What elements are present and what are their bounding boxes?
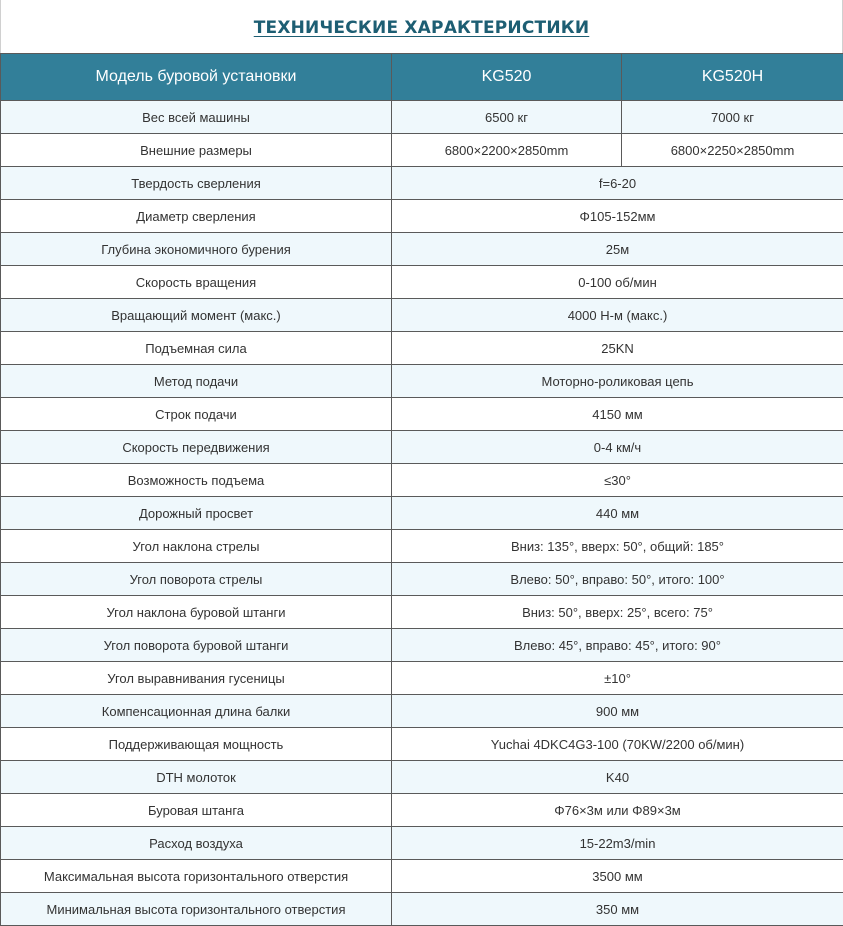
table-row (1, 860, 843, 893)
spec-value: Вниз: 50°, вверх: 25°, всего: 75° (392, 596, 843, 629)
spec-label: Вес всей машины (1, 101, 392, 134)
spec-value: Yuchai 4DKC4G3-100 (70KW/2200 об/мин) (392, 728, 843, 761)
spec-label: Внешние размеры (1, 134, 392, 167)
table-row (1, 662, 843, 695)
table-row (1, 431, 843, 464)
spec-label: Глубина экономичного бурения (1, 233, 392, 266)
spec-value: Моторно-роликовая цепь (392, 365, 843, 398)
spec-label: Угол наклона буровой штанги (1, 596, 392, 629)
spec-value-kg520h: 6800×2250×2850mm (622, 134, 843, 167)
spec-label: Метод подачи (1, 365, 392, 398)
specs-table-header (1, 54, 843, 101)
table-row (1, 563, 843, 596)
table-row (1, 398, 843, 431)
specs-table-body (1, 101, 843, 926)
spec-label: Угол поворота стрелы (1, 563, 392, 596)
table-row (1, 167, 843, 200)
spec-label: Буровая штанга (1, 794, 392, 827)
table-row (1, 761, 843, 794)
spec-value: 25м (392, 233, 843, 266)
spec-label: Диаметр сверления (1, 200, 392, 233)
table-row (1, 200, 843, 233)
specs-table (0, 53, 843, 926)
table-row (1, 827, 843, 860)
spec-value: ≤30° (392, 464, 843, 497)
spec-value: 25KN (392, 332, 843, 365)
spec-value: ±10° (392, 662, 843, 695)
spec-label: Поддерживающая мощность (1, 728, 392, 761)
spec-label: Возможность подъема (1, 464, 392, 497)
spec-label: Компенсационная длина балки (1, 695, 392, 728)
spec-value: Вниз: 135°, вверх: 50°, общий: 185° (392, 530, 843, 563)
header-model-kg520: KG520 (392, 54, 622, 101)
spec-value: 900 мм (392, 695, 843, 728)
table-row (1, 233, 843, 266)
spec-label: Подъемная сила (1, 332, 392, 365)
spec-value-kg520: 6800×2200×2850mm (392, 134, 622, 167)
spec-value: 4000 Н-м (макс.) (392, 299, 843, 332)
table-row (1, 134, 843, 167)
spec-label: DTH молоток (1, 761, 392, 794)
header-row (1, 54, 843, 101)
table-row (1, 365, 843, 398)
spec-value: 3500 мм (392, 860, 843, 893)
spec-value: 0-4 км/ч (392, 431, 843, 464)
table-row (1, 794, 843, 827)
spec-value: Влево: 50°, вправо: 50°, итого: 100° (392, 563, 843, 596)
table-row (1, 629, 843, 662)
page-title: ТЕХНИЧЕСКИЕ ХАРАКТЕРИСТИКИ (254, 18, 590, 38)
spec-label: Расход воздуха (1, 827, 392, 860)
spec-label: Угол наклона стрелы (1, 530, 392, 563)
spec-value: Φ76×3м или Φ89×3м (392, 794, 843, 827)
spec-label: Скорость вращения (1, 266, 392, 299)
spec-label: Твердость сверления (1, 167, 392, 200)
table-row (1, 101, 843, 134)
table-row (1, 299, 843, 332)
header-model-kg520h: KG520H (622, 54, 843, 101)
spec-label: Скорость передвижения (1, 431, 392, 464)
spec-label: Минимальная высота горизонтального отверстия (1, 893, 392, 926)
table-row (1, 266, 843, 299)
spec-value: 15-22m3/min (392, 827, 843, 860)
spec-value: Влево: 45°, вправо: 45°, итого: 90° (392, 629, 843, 662)
spec-value: 0-100 об/мин (392, 266, 843, 299)
table-row (1, 596, 843, 629)
table-row (1, 893, 843, 926)
header-param: Модель буровой установки (1, 54, 392, 101)
spec-value: Φ105-152мм (392, 200, 843, 233)
table-row (1, 728, 843, 761)
spec-value: f=6-20 (392, 167, 843, 200)
spec-value: K40 (392, 761, 843, 794)
table-row (1, 695, 843, 728)
spec-label: Вращающий момент (макс.) (1, 299, 392, 332)
spec-label: Угол поворота буровой штанги (1, 629, 392, 662)
table-row (1, 497, 843, 530)
spec-value: 350 мм (392, 893, 843, 926)
spec-value-kg520h: 7000 кг (622, 101, 843, 134)
table-row (1, 464, 843, 497)
spec-label: Угол выравнивания гусеницы (1, 662, 392, 695)
spec-value: 440 мм (392, 497, 843, 530)
table-row (1, 332, 843, 365)
spec-label: Строк подачи (1, 398, 392, 431)
spec-label: Максимальная высота горизонтального отверстия (1, 860, 392, 893)
spec-value: 4150 мм (392, 398, 843, 431)
spec-label: Дорожный просвет (1, 497, 392, 530)
title-bar (0, 0, 843, 53)
spec-value-kg520: 6500 кг (392, 101, 622, 134)
table-row (1, 530, 843, 563)
